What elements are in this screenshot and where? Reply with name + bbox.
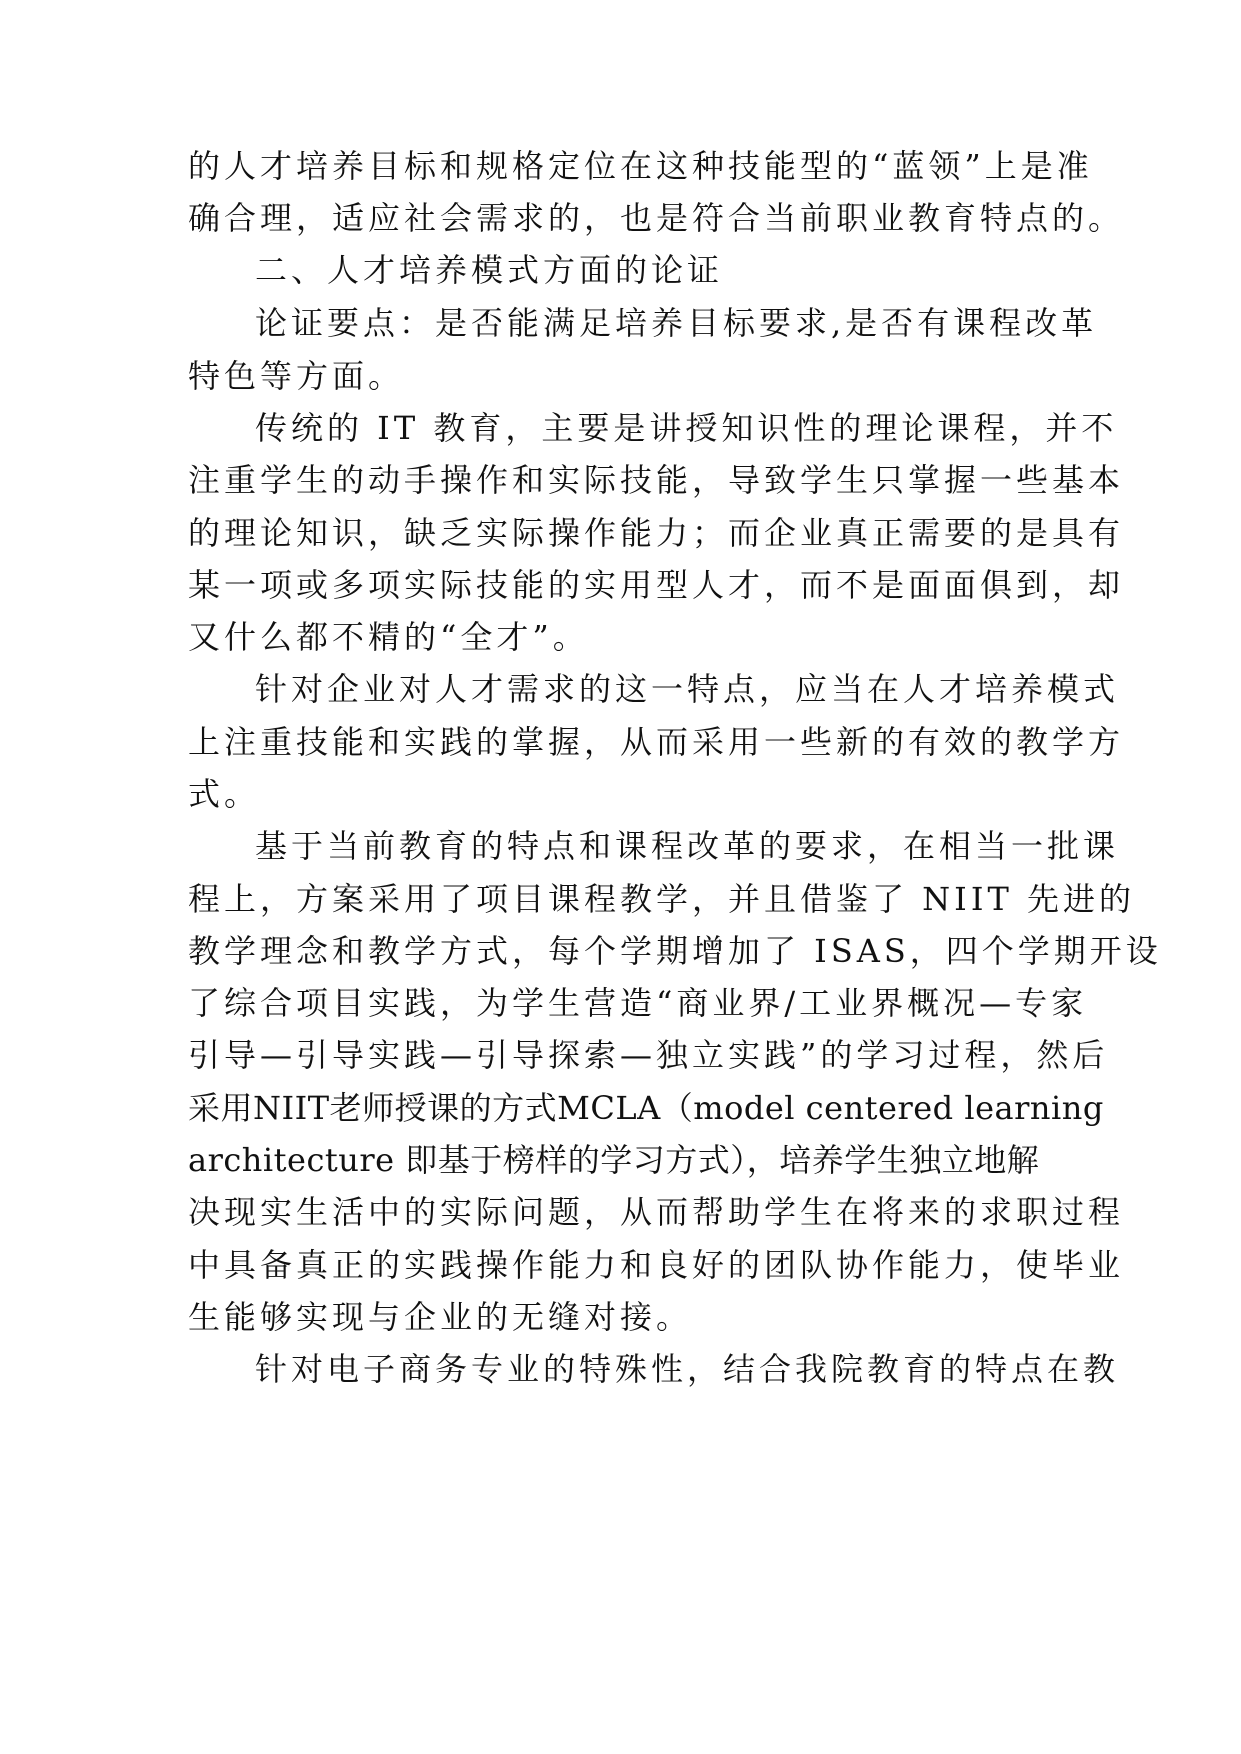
text-line: 中具备真正的实践操作能力和良好的团队协作能力，使毕业 xyxy=(188,1246,1125,1284)
text-line: 教学理念和教学方式，每个学期增加了 ISAS，四个学期开设 xyxy=(188,932,1162,970)
text-line: 传统的 IT 教育，主要是讲授知识性的理论课程，并不 xyxy=(255,409,1118,447)
text-line: 程上，方案采用了项目课程教学，并且借鉴了 NIIT 先进的 xyxy=(188,880,1135,918)
text-line: architecture 即基于榜样的学习方式），培养学生独立地解 xyxy=(188,1141,1040,1179)
text-line: 的理论知识，缺乏实际操作能力；而企业真正需要的是具有 xyxy=(188,514,1125,552)
text-line: 的人才培养目标和规格定位在这种技能型的“蓝领”上是准 xyxy=(188,147,1093,185)
text-line: 又什么都不精的“全才”。 xyxy=(188,618,589,656)
text-line: 引导—引导实践—引导探索—独立实践”的学习过程，然后 xyxy=(188,1036,1109,1074)
text-line: 特色等方面。 xyxy=(188,357,405,395)
text-line: 针对电子商务专业的特殊性，结合我院教育的特点在教 xyxy=(255,1350,1120,1388)
text-line: 了综合项目实践，为学生营造“商业界/工业界概况—专家 xyxy=(188,984,1088,1022)
text-line: 针对企业对人才需求的这一特点，应当在人才培养模式 xyxy=(255,670,1120,708)
text-line: 上注重技能和实践的掌握，从而采用一些新的有效的教学方 xyxy=(188,723,1125,761)
text-line: 式。 xyxy=(188,775,261,813)
section-heading: 二、人才培养模式方面的论证 xyxy=(255,251,724,289)
text-line: 采用NIIT老师授课的方式MCLA（model centered learning xyxy=(188,1089,1104,1127)
text-line: 论证要点：是否能满足培养目标要求,是否有课程改革 xyxy=(255,304,1098,342)
text-line: 确合理，适应社会需求的，也是符合当前职业教育特点的。 xyxy=(188,199,1125,237)
text-line: 生能够实现与企业的无缝对接。 xyxy=(188,1298,693,1336)
text-line: 基于当前教育的特点和课程改革的要求，在相当一批课 xyxy=(255,827,1120,865)
text-line: 某一项或多项实际技能的实用型人才，而不是面面俱到，却 xyxy=(188,566,1125,604)
text-line: 决现实生活中的实际问题，从而帮助学生在将来的求职过程 xyxy=(188,1193,1125,1231)
text-line: 注重学生的动手操作和实际技能，导致学生只掌握一些基本 xyxy=(188,461,1125,499)
